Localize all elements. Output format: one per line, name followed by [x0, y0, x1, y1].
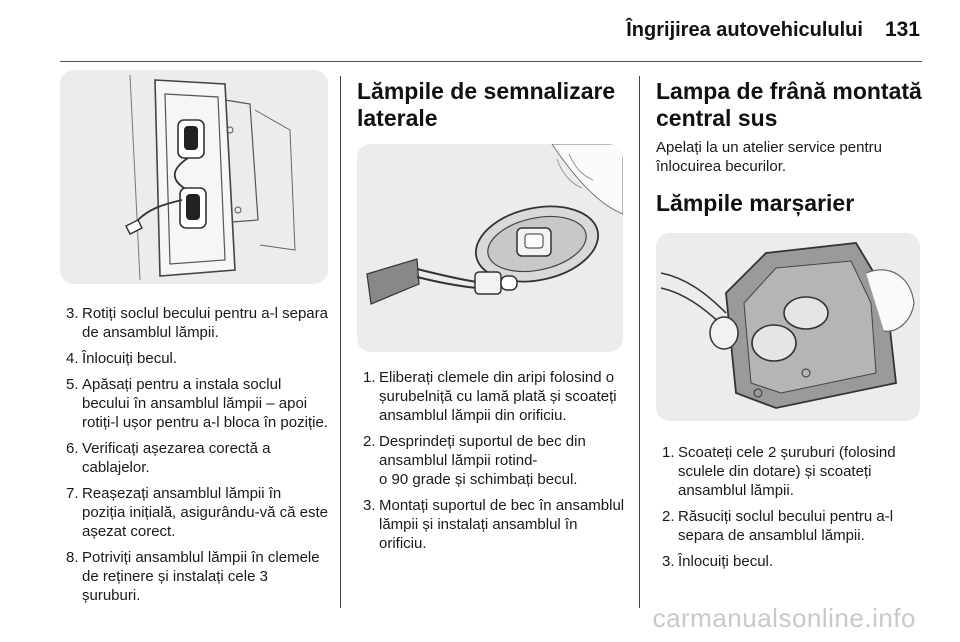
reversing-lamp-illustration [656, 233, 920, 421]
list-item [656, 552, 926, 571]
step-text: Înlocuiți becul. [678, 553, 774, 570]
page-title: Îngrijirea autovehiculului [626, 19, 863, 41]
section-heading-side-indicators [357, 78, 627, 132]
list-item [357, 432, 627, 489]
step-number: 3. [662, 553, 675, 570]
step-text: Desprindeți suportul de bec din ansamblul lămpii rotind- o 90 grade și schimbați becul. [379, 433, 586, 488]
step-number: 3. [66, 305, 79, 322]
header-rule [60, 61, 922, 62]
reversing-lamp-drawing [656, 233, 920, 421]
step-text: Reașezați ansamblul lămpii în poziția inițială, asigurându-vă că este așezat corect. [82, 485, 328, 540]
step-text: Rotiți soclul becului pentru a-l separa de ansamblul lămpii. [82, 305, 328, 341]
column-middle [357, 70, 627, 560]
column-right [656, 70, 926, 578]
step-text: Apăsați pentru a instala soclul becului în ansamblul lămpii – apoi rotiți-l ușor pentru a-l bloca în poziție. [82, 376, 328, 431]
section-heading-reversing-lamps: Lămpile marșarier [656, 190, 855, 216]
list-item [60, 349, 328, 368]
heading-line: Lămpile de semnalizare [357, 78, 616, 104]
list-item [656, 443, 926, 500]
watermark: carmanualsonline.info [652, 603, 916, 633]
tail-lamp-illustration [60, 70, 328, 284]
step-number: 4. [66, 350, 79, 367]
list-item [357, 496, 627, 553]
page-header [626, 18, 920, 42]
heading-line: central sus [656, 105, 778, 131]
step-number: 6. [66, 440, 79, 457]
step-text: Eliberați clemele din aripi folosind o șurubelniță cu lamă plată și scoateți ansamblul lămpii din orificiu. [379, 369, 617, 424]
side-indicator-illustration [357, 144, 623, 352]
heading-line: laterale [357, 105, 438, 131]
steps-list-col1 [60, 304, 328, 605]
step-number: 1. [662, 444, 675, 461]
step-number: 2. [363, 433, 376, 450]
step-text: Verificați așezarea corectă a cablajelor. [82, 440, 271, 476]
step-text: Răsuciți soclul becului pentru a-l separa de ansamblul lămpii. [678, 508, 894, 544]
page-number: 131 [884, 18, 920, 41]
side-indicator-drawing [357, 144, 623, 352]
section-heading-brake-lamp [656, 78, 926, 132]
steps-list-col2 [357, 368, 627, 553]
brake-lamp-intro: Apelați la un atelier service pentru înlocuirea becurilor. [656, 139, 882, 175]
step-text: Potriviți ansamblul lămpii în clemele de reținere și instalați cele 3 șuruburi. [82, 549, 320, 604]
list-item [60, 375, 328, 432]
list-item [60, 304, 328, 342]
column-divider-left [340, 76, 341, 608]
column-divider-right [639, 76, 640, 608]
list-item [60, 548, 328, 605]
step-text: Scoateți cele 2 șuruburi (folosind sculele din dotare) și scoateți ansamblul lămpii. [678, 444, 896, 499]
step-number: 3. [363, 497, 376, 514]
column-left [60, 70, 328, 612]
step-text: Înlocuiți becul. [82, 350, 178, 367]
step-number: 5. [66, 376, 79, 393]
step-text: Montați suportul de bec în ansamblul lămpii și instalați ansamblul în orificiu. [379, 497, 625, 552]
heading-line: Lampa de frână montată [656, 78, 922, 104]
step-number: 2. [662, 508, 675, 525]
step-number: 7. [66, 485, 79, 502]
list-item [60, 439, 328, 477]
list-item [656, 507, 926, 545]
step-number: 1. [363, 369, 376, 386]
steps-list-col3 [656, 443, 926, 571]
step-number: 8. [66, 549, 79, 566]
list-item [357, 368, 627, 425]
list-item [60, 484, 328, 541]
tail-lamp-drawing [60, 70, 328, 284]
